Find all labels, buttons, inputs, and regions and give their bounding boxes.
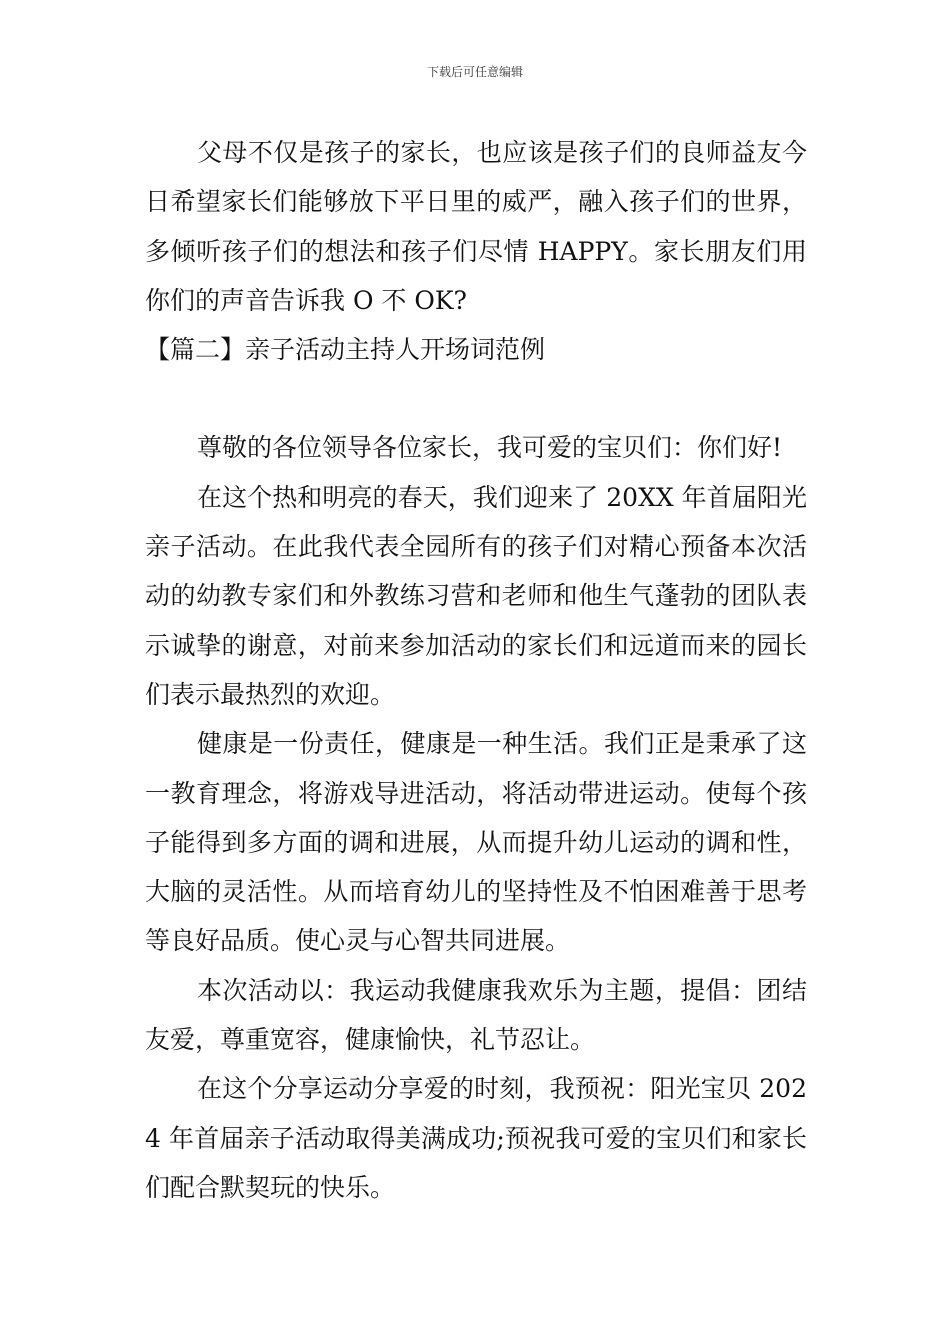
paragraph-health: 健康是一份责任，健康是一种生活。我们正是秉承了这一教育理念，将游戏导进活动，将活动带进运动。使每个孩子能得到多方面的调和进展，从而提升幼儿运动的调和性，大脑的灵活性。从而培育幼儿的坚持性及不怕困难善于思考等良好品质。使心灵与心智共同进展。	[145, 729, 807, 956]
section-heading: 【篇二】亲子活动主持人开场词范例	[145, 335, 546, 365]
document-body	[145, 128, 807, 1212]
page-header: 下载后可任意编辑	[426, 65, 523, 79]
paragraph-parents-intro: 父母不仅是孩子的家长，也应该是孩子们的良师益友今日希望家长们能够放下平日里的威严，融入孩子们的世界，多倾听孩子们的想法和孩子们尽情 HAPPY。家长朋友们用你们的声音告诉我 O 不 OK?	[145, 138, 807, 315]
paragraph-theme: 本次活动以：我运动我健康我欢乐为主题，提倡：团结友爱，尊重宽容，健康愉快，礼节忍让。	[145, 975, 807, 1055]
paragraph-welcome: 在这个热和明亮的春天，我们迎来了 20XX 年首届阳光亲子活动。在此我代表全园所有的孩子们对精心预备本次活动的幼教专家们和外教练习营和老师和他生气蓬勃的团队表示诚挚的谢意，对前来参加活动的家长们和远道而来的园长们表示最热烈的欢迎。	[145, 482, 807, 709]
paragraph-wishes: 在这个分享运动分享爱的时刻，我预祝：阳光宝贝 2024 年首届亲子活动取得美满成功;预祝我可爱的宝贝们和家长们配合默契玩的快乐。	[145, 1074, 807, 1202]
paragraph-greeting: 尊敬的各位领导各位家长，我可爱的宝贝们：你们好!	[197, 433, 783, 463]
blank-line	[145, 374, 807, 423]
